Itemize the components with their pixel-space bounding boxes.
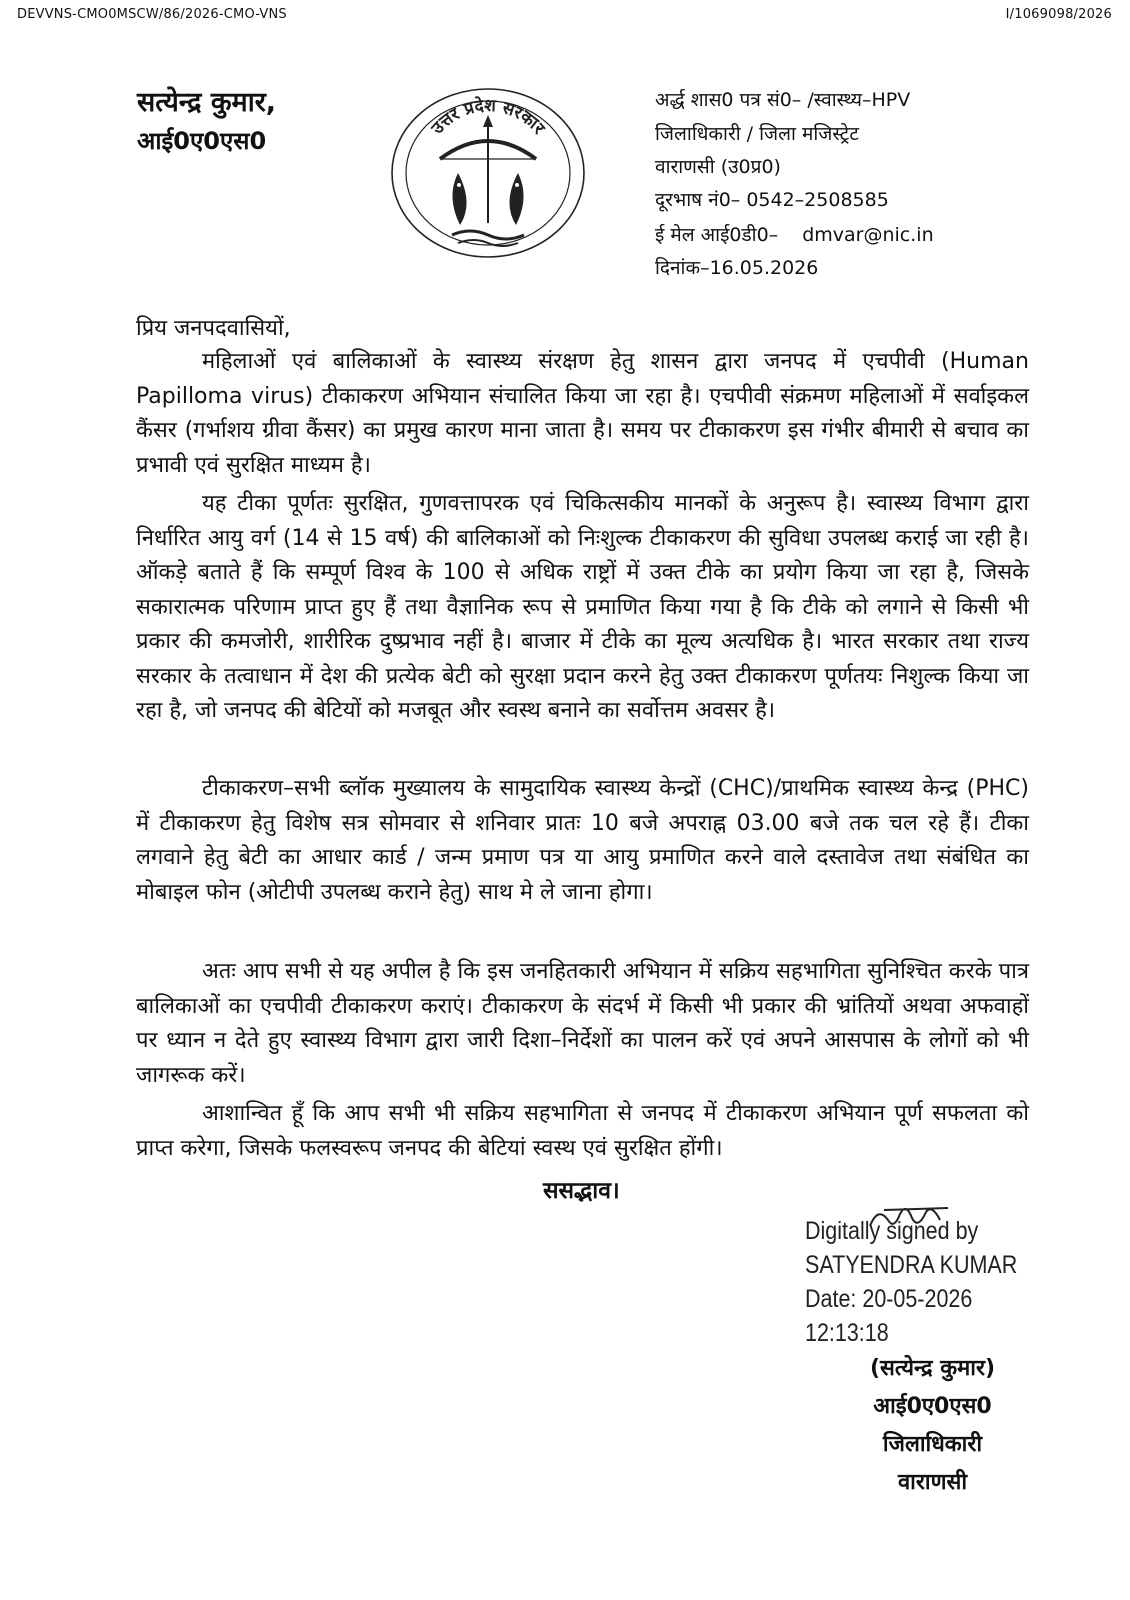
- paragraph-2: यह टीका पूर्णतः सुरक्षित, गुणवत्तापरक एवं चिकित्सकीय मानकों के अनुरूप है। स्वास्थ्य विभाग द्वारा निर्धारित आयु वर्ग (14 से 15 वर्ष) की बालिकाओं को निःशुल्क टीकाकरण की सुविधा उपलब्ध कराई जा रही है। ऑकड़े बताते हैं कि सम्पूर्ण विश्व के 100 से अधिक राष्ट्रों में उक्त टीके का प्रयोग किया जा रहा है, जिसके सकारात्मक परिणाम प्राप्त हुए हैं तथा वैज्ञानिक रूप से प्रमाणित किया गया है कि टीके को लगाने से किसी भी प्रकार की कमजोरी, शारीरिक दुष्प्रभाव नहीं है। बाजार में टीके का मूल्य अत्यधिक है। भारत सरकार तथा राज्य सरकार के तत्वाधान में देश की प्रत्येक बेटी को सुरक्षा प्रदान करने हेतु उक्त टीकाकरण पूर्णतयः निशुल्क किया जा रहा है, जो जनपद की बेटियों को मजबूत और स्वस्थ बनाने का सर्वोत्तम अवसर है।: [136, 491, 1029, 723]
- up-government-seal-icon: [388, 85, 588, 260]
- sender-name: सत्येन्द्र कुमार,: [137, 87, 276, 118]
- office-place: वाराणसी (उ0प्र0): [655, 156, 781, 178]
- paragraph-1: महिलाओं एवं बालिकाओं के स्वास्थ्य संरक्षण हेतु शासन द्वारा जनपद में एचपीवी (Human Papilloma virus) टीकाकरण अभियान संचालित किया जा रहा है। एचपीवी संक्रमण महिलाओं में सर्वाइकल कैंसर (गर्भाशय ग्रीवा कैंसर) का प्रमुख कारण माना जाता है। समय पर टीकाकरण इस गंभीर बीमारी से बचाव का प्रभावी एवं सुरक्षित माध्यम है।: [136, 349, 1030, 478]
- email-address: dmvar@nic.in: [802, 224, 934, 246]
- signatory-place: वाराणसी: [897, 1470, 968, 1495]
- paragraph-5: आशान्वित हूँ कि आप सभी भी सक्रिय सहभागिता से जनपद में टीकाकरण अभियान पूर्ण सफलता को प्राप्त करेगा, जिसके फलस्वरूप जनपद की बेटियां स्वस्थ एवं सुरक्षित होंगी।: [136, 1101, 1029, 1161]
- office-phone: दूरभाष नं0– 0542–2508585: [655, 189, 889, 211]
- paragraph-4: अतः आप सभी से यह अपील है कि इस जनहितकारी अभियान में सक्रिय सहभागिता सुनिश्चित करके पात्र बालिकाओं का एचपीवी टीकाकरण कराएं। टीकाकरण के संदर्भ में किसी भी प्रकार की भ्रांतियों अथवा अफवाहों पर ध्यान न देते हुए स्वास्थ्य विभाग द्वारा जारी दिशा–निर्देशों का पालन करें एवं अपने आसपास के लोगों को भी जागरूक करें।: [136, 959, 1029, 1088]
- office-email-row: [655, 219, 934, 252]
- letter-date: दिनांक–16.05.2026: [655, 257, 819, 279]
- signatory-service: आई0ए0एस0: [873, 1394, 992, 1419]
- salutation: प्रिय जनपदवासियों,: [136, 316, 291, 341]
- office-title: जिलाधिकारी / जिला मजिस्ट्रेट: [655, 123, 859, 145]
- signatory-name: (सत्येन्द्र कुमार): [869, 1356, 995, 1381]
- digital-signature: [805, 1214, 1017, 1350]
- sender-service: आई0ए0एस0: [137, 127, 267, 155]
- digital-signature-date: Date: 20-05-2026: [805, 1285, 973, 1313]
- dispatch-reference: DEVVNS-CMO0MSCW/86/2026-CMO-VNS: [17, 7, 287, 22]
- digital-signature-name: SATYENDRA KUMAR: [805, 1251, 1018, 1279]
- signatory-designation: जिलाधिकारी: [882, 1432, 983, 1457]
- digital-signature-line-1: Digitally signed by: [805, 1217, 979, 1245]
- seal-text: उत्तर प्रदेश सरकार: [427, 95, 549, 139]
- file-reference: I/1069098/2026: [1005, 7, 1112, 22]
- signatory-block: [845, 1350, 1020, 1502]
- paragraph-3: टीकाकरण–सभी ब्लॉक मुख्यालय के सामुदायिक स्वास्थ्य केन्द्रों (CHC)/प्राथमिक स्वास्थ्य केन्द्र (PHC) में टीकाकरण हेतु विशेष सत्र सोमवार से शनिवार प्रातः 10 बजे अपराह्न 03.00 बजे तक चल रहे हैं। टीका लगवाने हेतु बेटी का आधार कार्ड / जन्म प्रमाण पत्र या आयु प्रमाणित करने वाले दस्तावेज तथा संबंधित का मोबाइल फोन (ओटीपी उपलब्ध कराने हेतु) साथ मे ले जाना होगा।: [136, 776, 1029, 905]
- email-label: ई मेल आई0डी0–: [655, 224, 779, 246]
- letter-number: अर्द्ध शास0 पत्र सं0– /स्वास्थ्य–HPV: [655, 89, 911, 111]
- digital-signature-time: 12:13:18: [805, 1319, 889, 1347]
- closing-greeting: ससद्भाव।: [543, 1178, 620, 1204]
